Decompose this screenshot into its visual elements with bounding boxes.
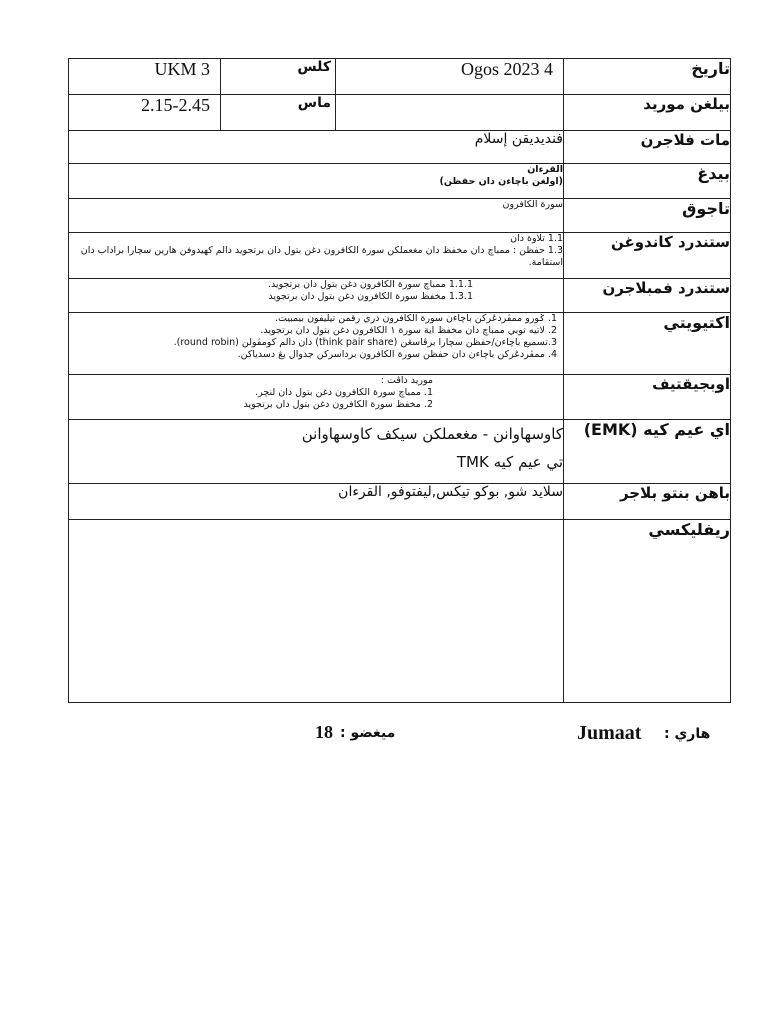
standard-pembelajaran-value: [69, 279, 564, 313]
row-aktiviti: [69, 313, 731, 375]
standard-pembelajaran-line-2: 1.3.1 مخفظ سورة الكافرون دغن بتول دان برتجويد: [268, 291, 473, 302]
standard-pembelajaran-line-1: 1.1.1 ممباچ سورة الكافرون دغن بتول دان برتجويد.: [267, 279, 473, 290]
standard-kandungan-line-2: 1.3 حفظن : ممباچ دان مخفظ دان مغعملكن سورة الكافرون دغن بتول دان برتجويد دالم كهيدوفن هارين سچارا براداب دان: [80, 245, 563, 256]
row-objektif: [69, 375, 731, 420]
row-refleksi: [69, 520, 731, 703]
aktiviti-line-2: 2. لاتيه توبي ممباچ دان مخفظ اية سورة ١ الكافرون دغن بتول دان برتجويد.: [260, 325, 557, 336]
aktiviti-line-1: 1. ݢورو ممڤردڠرکن باچاءن سورة الكافرون دري رقمن تيليفون بيمبيت.: [274, 313, 557, 324]
bidang-line-1: القرءان: [527, 164, 563, 175]
emk-value: [69, 420, 564, 484]
minggu-label: ميغضو :: [340, 725, 396, 741]
bilangan-murid-label: بيلغن موريد: [564, 95, 731, 131]
aktiviti-value: [69, 313, 564, 375]
hari-label: هاري :: [664, 726, 711, 742]
tajuk-value: سورة الكافرون: [69, 199, 564, 233]
standard-kandungan-line-1: 1.1 تلاوة دان: [510, 233, 563, 244]
masa-label: ماس: [221, 95, 336, 131]
bidang-line-2: (اولغن باچاءن دان حفظن): [439, 176, 563, 187]
minggu-value: 18: [315, 722, 333, 742]
row-standard-pembelajaran: [69, 279, 731, 313]
aktiviti-label: اكتيويتي: [564, 313, 731, 375]
bahan-value: سلايد شو, بوكو تيكس,ليفتوفو, القرءان: [69, 484, 564, 520]
objektif-line-2: 1. ممباچ سورة الكافرون دغن بتول دان لنچر.: [255, 387, 433, 398]
hari-value: Jumaat: [577, 722, 642, 744]
standard-kandungan-value: [69, 233, 564, 279]
standard-pembelajaran-label: ستندرد فمبلاجرن: [564, 279, 731, 313]
objektif-value: [69, 375, 564, 420]
refleksi-label: ريفليكسي: [564, 520, 731, 703]
bilangan-murid-value: [336, 95, 564, 131]
objektif-line-3: 2. مخفظ سورة الكافرون دغن بتول دان برتجويد: [243, 399, 433, 410]
bidang-value: [69, 164, 564, 199]
kelas-label: كلس: [221, 59, 336, 95]
footer: [68, 722, 730, 752]
tajuk-label: تاجوق: [564, 199, 731, 233]
emk-line-2: تي عيم كيه TMK: [456, 453, 563, 471]
masa-value: 2.15-2.45: [69, 95, 221, 131]
standard-kandungan-line-3: استقامة.: [528, 257, 563, 268]
row-mata-pelajaran: [69, 131, 731, 164]
row-bahan: [69, 484, 731, 520]
objektif-label: اوبجيقتيف: [564, 375, 731, 420]
tarikh-value: Ogos 2023 4: [336, 59, 564, 95]
row-bidang: [69, 164, 731, 199]
tarikh-label: تاريخ: [564, 59, 731, 95]
lesson-plan-table: [68, 58, 731, 703]
lesson-plan: [68, 58, 730, 703]
standard-kandungan-label: ستندرد كاندوغن: [564, 233, 731, 279]
mata-pelajaran-label: مات فلاجرن: [564, 131, 731, 164]
aktiviti-line-3: 3.تسميع باچاءن/حفظن سچارا برڤاسڠن (think pair share) دان دالم كومڤولن (round robin).: [173, 337, 557, 348]
row-tarikh: [69, 59, 731, 95]
bahan-label: باهن بنتو بلاجر: [564, 484, 731, 520]
mata-pelajaran-value: فنديديقن إسلام: [69, 131, 564, 164]
emk-label: اي عيم كيه (EMK): [564, 420, 731, 484]
row-emk: [69, 420, 731, 484]
emk-line-1: كاوسهاوانن - مغعملكن سيكف كاوسهاوانن: [301, 425, 563, 443]
row-tajuk: [69, 199, 731, 233]
kelas-value: UKM 3: [69, 59, 221, 95]
refleksi-value: [69, 520, 564, 703]
objektif-line-1: موريد داڤت :: [380, 375, 433, 386]
row-bilangan-murid: [69, 95, 731, 131]
aktiviti-line-4: 4. ممڤردڠرکن باچاءن دان حفظن سورة الكافرون برداسرکن جدوال يڠ دسدياكن.: [237, 349, 557, 360]
row-standard-kandungan: [69, 233, 731, 279]
bidang-label: بيدغ: [564, 164, 731, 199]
